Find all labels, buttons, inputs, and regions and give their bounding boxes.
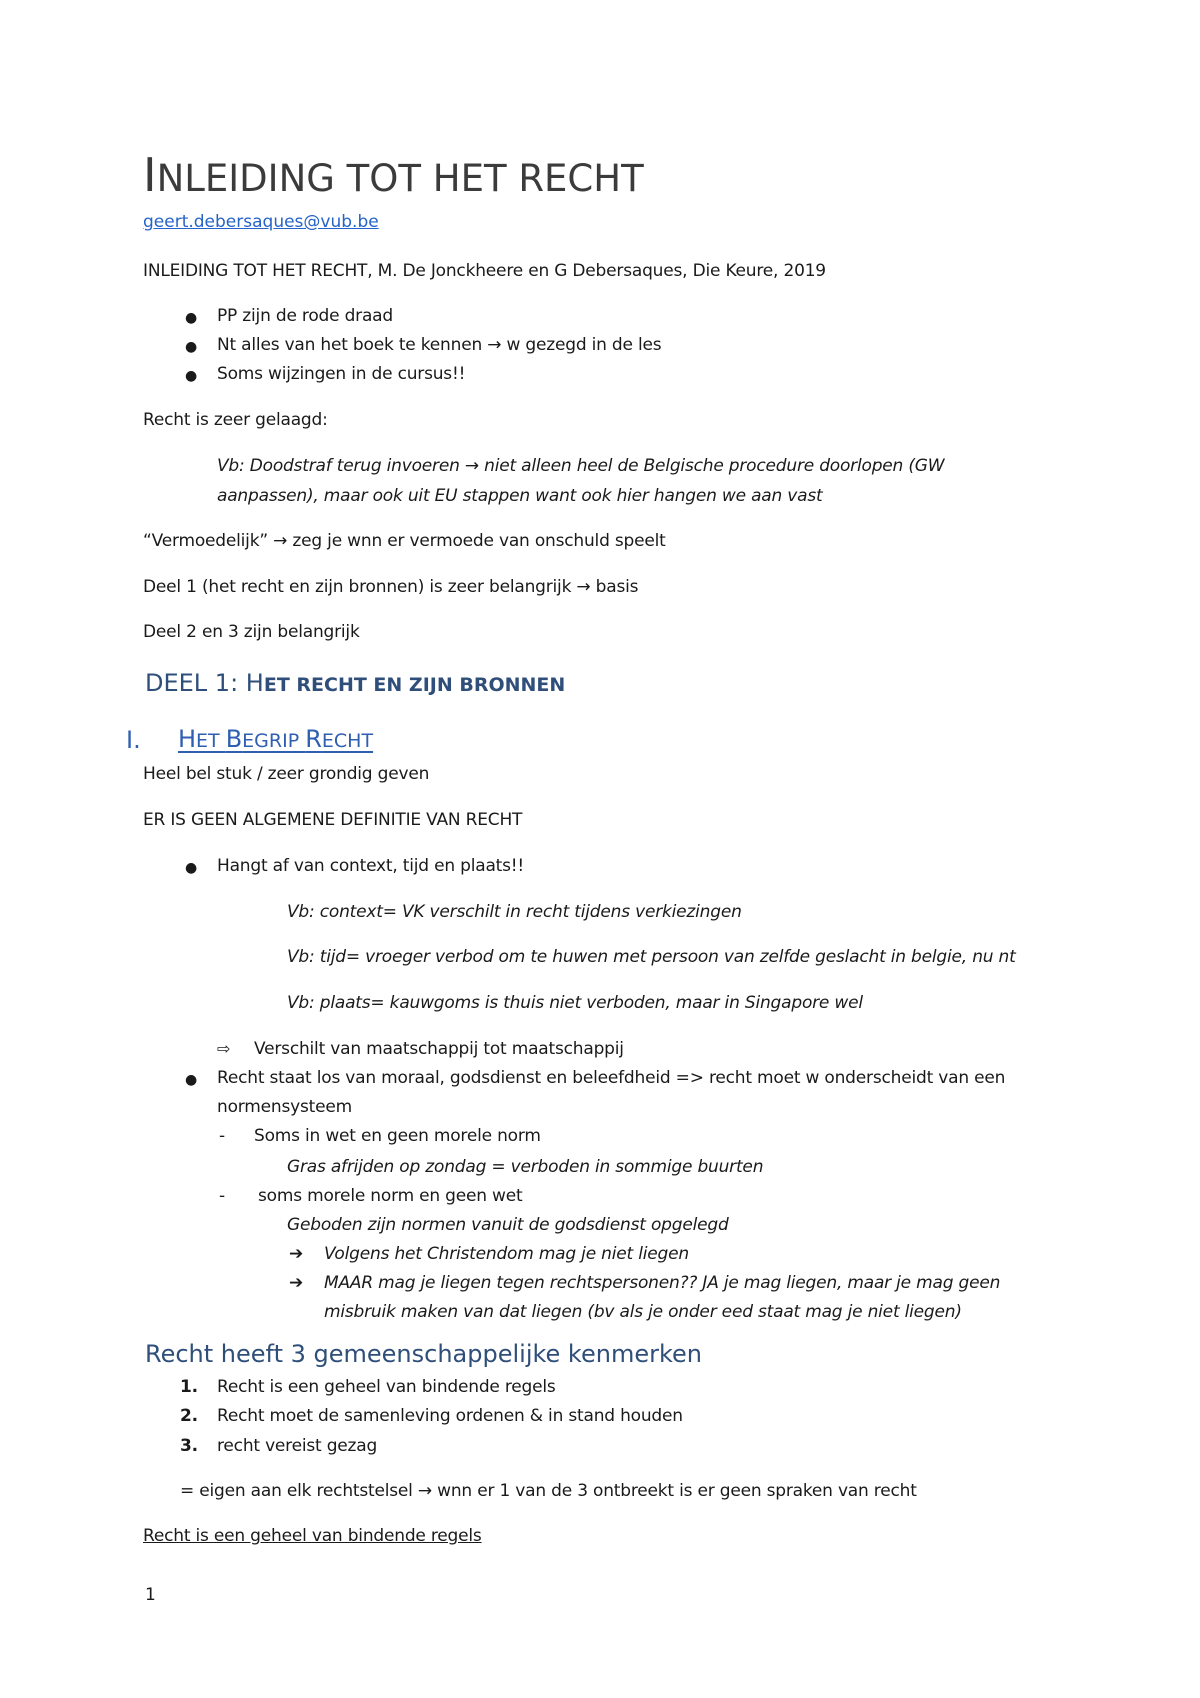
book-reference: INLEIDING TOT HET RECHT, M. De Jonckheere en G Debersaques, Die Keure, 2019 bbox=[143, 261, 826, 281]
list-item: Nt alles van het boek te kennen → w gezegd in de les bbox=[217, 335, 662, 355]
bullet-icon: ● bbox=[185, 860, 198, 876]
paragraph: = eigen aan elk rechtstelsel → wnn er 1 van de 3 ontbreekt is er geen spraken van recht bbox=[180, 1481, 917, 1501]
example-text: Vb: Doodstraf terug invoeren → niet alleen heel de Belgische procedure doorlopen (GW bbox=[217, 456, 945, 476]
list-item: recht vereist gezag bbox=[217, 1436, 378, 1456]
dash-icon: - bbox=[219, 1126, 225, 1146]
bullet-icon: ● bbox=[185, 339, 198, 355]
list-item: Hangt af van context, tijd en plaats!! bbox=[217, 856, 525, 876]
list-item: normensysteem bbox=[217, 1097, 352, 1117]
list-number: 1. bbox=[180, 1377, 198, 1397]
list-item: Recht moet de samenleving ordenen & in stand houden bbox=[217, 1406, 683, 1426]
list-item: PP zijn de rode draad bbox=[217, 306, 393, 326]
bullet-icon: ● bbox=[185, 1072, 198, 1088]
heading-kenmerken: Recht heeft 3 gemeenschappelijke kenmerken bbox=[145, 1340, 702, 1368]
paragraph: “Vermoedelijk” → zeg je wnn er vermoede van onschuld speelt bbox=[143, 531, 666, 551]
document-title: INLEIDING TOT HET RECHT bbox=[143, 148, 644, 202]
list-item: Soms wijzingen in de cursus!! bbox=[217, 364, 466, 384]
page-number: 1 bbox=[145, 1585, 156, 1605]
heading-number: I. bbox=[126, 726, 141, 754]
example-text: misbruik maken van dat liegen (bv als je onder eed staat mag je niet liegen) bbox=[324, 1302, 962, 1322]
bullet-icon: ● bbox=[185, 368, 198, 384]
example-text: Vb: context= VK verschilt in recht tijdens verkiezingen bbox=[287, 902, 742, 922]
arrow-icon: ➔ bbox=[289, 1273, 304, 1293]
heading-deel-1: DEEL 1: HET RECHT EN ZIJN BRONNEN bbox=[145, 669, 566, 697]
list-number: 3. bbox=[180, 1436, 198, 1456]
list-item: soms morele norm en geen wet bbox=[258, 1186, 523, 1206]
paragraph: Deel 1 (het recht en zijn bronnen) is zeer belangrijk → basis bbox=[143, 577, 639, 597]
example-text: Vb: plaats= kauwgoms is thuis niet verboden, maar in Singapore wel bbox=[287, 993, 863, 1013]
example-text: Vb: tijd= vroeger verbod om te huwen met persoon van zelfde geslacht in belgie, nu nt bbox=[287, 947, 1016, 967]
list-item: Verschilt van maatschappij tot maatschappij bbox=[254, 1039, 624, 1059]
paragraph: ER IS GEEN ALGEMENE DEFINITIE VAN RECHT bbox=[143, 810, 523, 830]
email-link[interactable]: geert.debersaques@vub.be bbox=[143, 212, 379, 232]
paragraph: Heel bel stuk / zeer grondig geven bbox=[143, 764, 430, 784]
underlined-subheading: Recht is een geheel van bindende regels bbox=[143, 1526, 482, 1546]
list-item: Recht is een geheel van bindende regels bbox=[217, 1377, 556, 1397]
example-text: MAAR mag je liegen tegen rechtspersonen?? JA je mag liegen, maar je mag geen bbox=[324, 1273, 1001, 1293]
list-item: Recht staat los van moraal, godsdienst en beleefdheid => recht moet w onderscheidt van een bbox=[217, 1068, 1006, 1088]
example-text: Geboden zijn normen vanuit de godsdienst opgelegd bbox=[287, 1215, 729, 1235]
example-text: Volgens het Christendom mag je niet liegen bbox=[324, 1244, 689, 1264]
example-text: Gras afrijden op zondag = verboden in sommige buurten bbox=[287, 1157, 764, 1177]
paragraph: Recht is zeer gelaagd: bbox=[143, 410, 328, 430]
heading-het-begrip-recht: HET BEGRIP RECHT bbox=[178, 725, 374, 753]
bullet-icon: ● bbox=[185, 310, 198, 326]
hollow-arrow-icon: ⇨ bbox=[217, 1039, 231, 1058]
list-item: Soms in wet en geen morele norm bbox=[254, 1126, 541, 1146]
paragraph: Deel 2 en 3 zijn belangrijk bbox=[143, 622, 360, 642]
list-number: 2. bbox=[180, 1406, 198, 1426]
arrow-icon: ➔ bbox=[289, 1244, 304, 1264]
example-text: aanpassen), maar ook uit EU stappen want ook hier hangen we aan vast bbox=[217, 486, 823, 506]
dash-icon: - bbox=[219, 1186, 225, 1206]
